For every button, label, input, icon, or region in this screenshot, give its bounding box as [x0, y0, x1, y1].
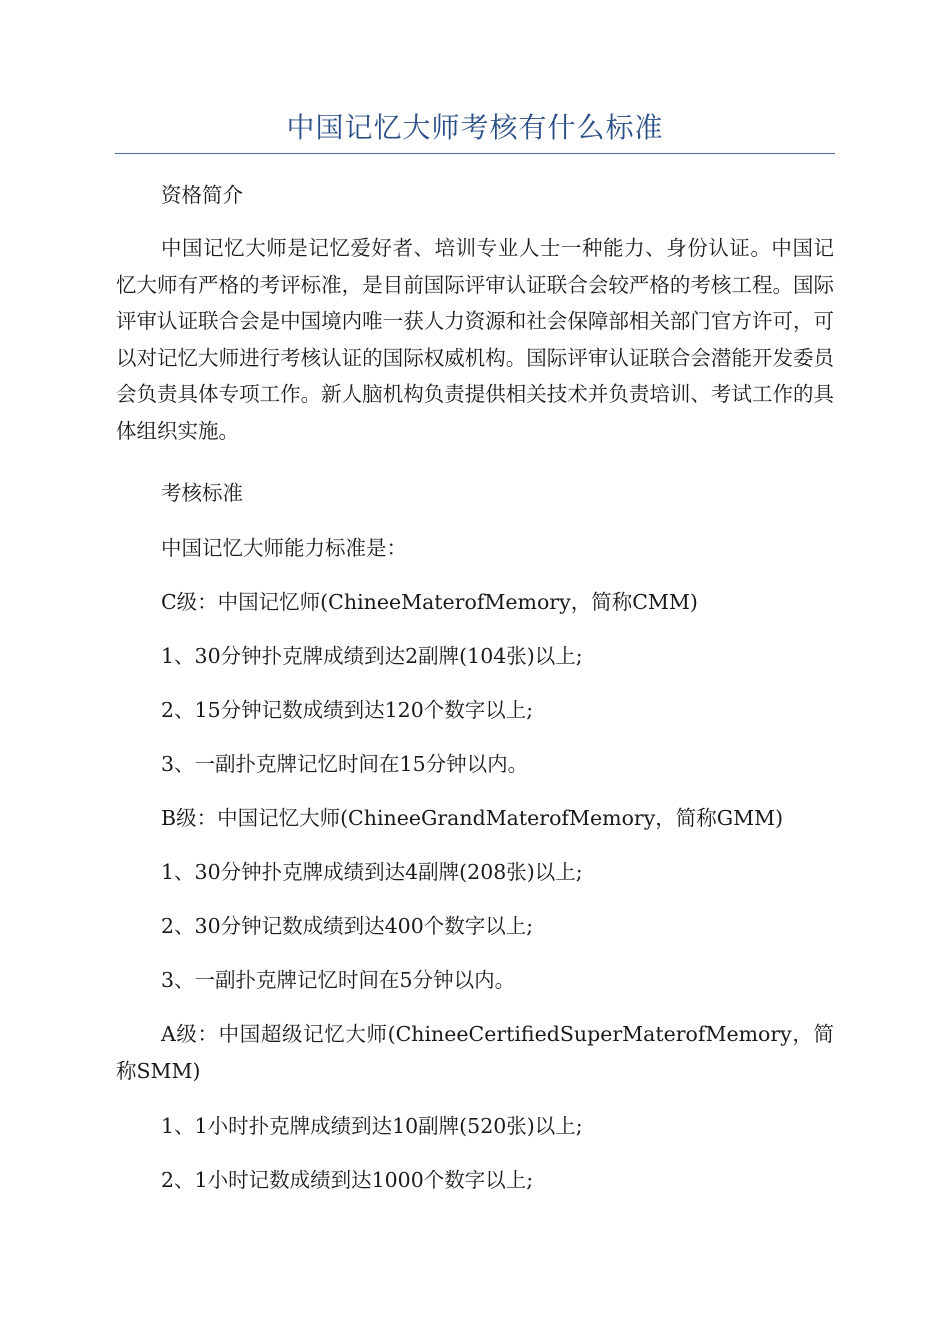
level-a-item-1: 1、1小时扑克牌成绩到达10副牌(520张)以上;	[161, 1114, 583, 1138]
level-a-heading: A级：中国超级记忆大师(ChineeCertifiedSuperMaterofMemory，简称SMM)	[116, 1022, 834, 1083]
title-underline	[115, 153, 835, 154]
level-b-item-3: 3、一副扑克牌记忆时间在5分钟以内。	[161, 968, 516, 992]
level-c-item-3: 3、一副扑克牌记忆时间在15分钟以内。	[161, 752, 529, 776]
paragraph-standards-lead: 中国记忆大师能力标准是：	[161, 536, 407, 560]
level-b-item-2: 2、30分钟记数成绩到达400个数字以上;	[161, 914, 534, 938]
paragraph-intro: 中国记忆大师是记忆爱好者、培训专业人士一种能力、身份认证。中国记忆大师有严格的考评标准，是目前国际评审认证联合会较严格的考核工程。国际评审认证联合会是中国境内唯一获人力资源和社会保障部相关部门官方许可，可以对记忆大师进行考核认证的国际权威机构。国际评审认证联合会潜能开发委员会负责具体专项工作。新人脑机构负责提供相关技术并负责培训、考试工作的具体组织实施。	[116, 236, 834, 443]
document-title: 中国记忆大师考核有什么标准	[286, 111, 664, 144]
level-a-item-2: 2、1小时记数成绩到达1000个数字以上;	[161, 1168, 534, 1192]
level-b-heading: B级：中国记忆大师(ChineeGrandMaterofMemory，简称GMM)	[161, 806, 784, 830]
level-c-item-2: 2、15分钟记数成绩到达120个数字以上;	[161, 698, 534, 722]
section-heading-standards: 考核标准	[161, 481, 243, 505]
level-c-item-1: 1、30分钟扑克牌成绩到达2副牌(104张)以上;	[161, 644, 583, 668]
level-b-item-1: 1、30分钟扑克牌成绩到达4副牌(208张)以上;	[161, 860, 583, 884]
section-heading-qualification: 资格简介	[161, 183, 243, 207]
level-c-heading: C级：中国记忆师(ChineeMaterofMemory，简称CMM)	[161, 590, 698, 614]
